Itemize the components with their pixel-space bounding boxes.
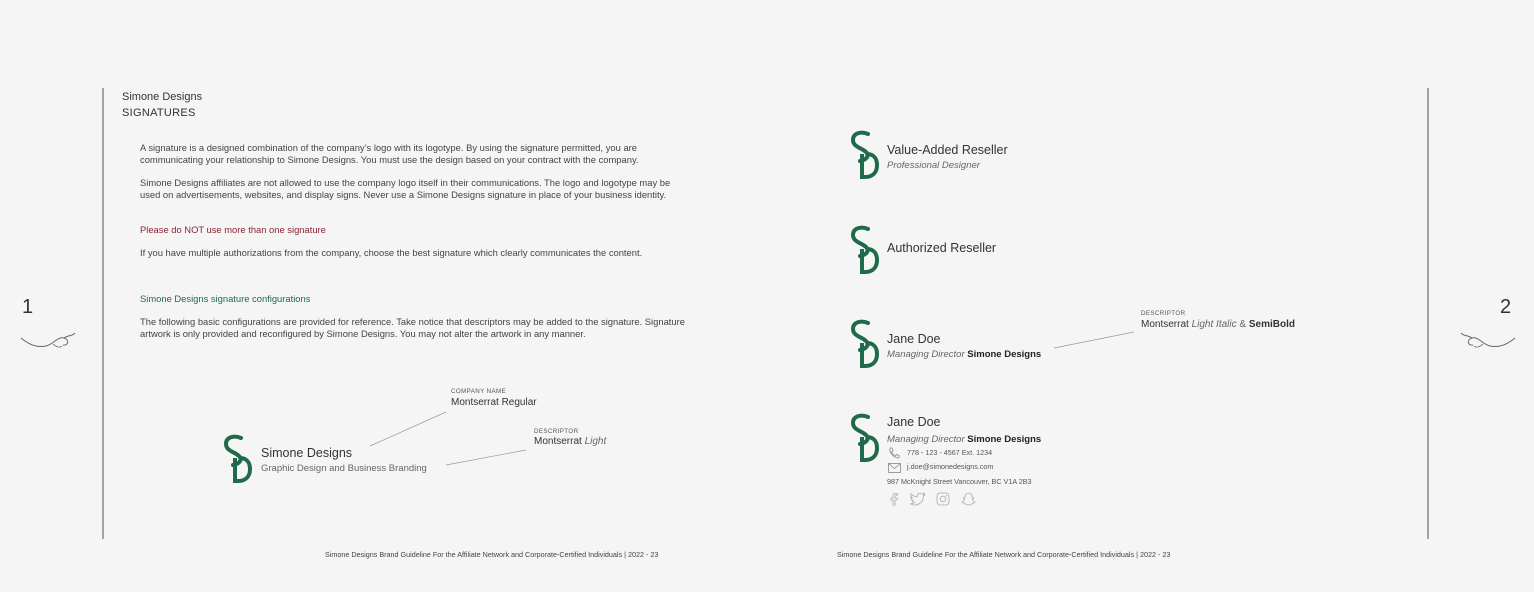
person-name: Jane Doe <box>887 332 941 346</box>
facebook-icon[interactable] <box>888 492 900 506</box>
descriptor-label: DESCRIPTOR <box>534 428 579 435</box>
person-descriptor-label: DESCRIPTOR <box>1141 310 1186 317</box>
sd-logo-icon <box>849 319 879 369</box>
card-name: Jane Doe <box>887 415 941 429</box>
person-company: Simone Designs <box>967 349 1042 360</box>
person-role: Managing Director <box>887 349 965 360</box>
card-email: j.doe@simonedesigns.com <box>907 462 994 471</box>
configurations-heading: Simone Designs signature configurations <box>140 293 311 304</box>
page-number-left: 1 <box>22 296 34 318</box>
twitter-icon[interactable] <box>910 492 926 506</box>
descriptor-font-weight: Light <box>584 436 607 447</box>
header-company-name: Simone Designs <box>122 91 203 103</box>
card-phone: 778 - 123 - 4567 Ext. 1234 <box>907 448 993 457</box>
descriptor-font-family: Montserrat <box>534 436 582 447</box>
person-font-italic: Light Italic <box>1191 319 1237 330</box>
intro-paragraph: A signature is a designed combination of the company’s logo with its logotype. By using the signature permitted, you are communicating your relationship to Simone Designs. You must use the design based on your contract with the company. <box>140 142 639 165</box>
footer-left: Simone Designs Brand Guideline For the Affiliate Network and Corporate-Certified Individuals | 2022 - 23 <box>325 550 659 559</box>
company-name-font: Montserrat Regular <box>451 397 537 408</box>
snapchat-icon[interactable] <box>961 492 976 506</box>
sd-logo-icon <box>222 434 252 484</box>
card-role-line <box>887 434 1041 445</box>
configurations-paragraph: The following basic configurations are provided for reference. Take notice that descriptors may be added to the signature. Signature artwork is only provided and reconfigured by Simone Designs. You may not alter the artwork in any manner. <box>140 316 685 339</box>
card-role: Managing Director <box>887 434 965 445</box>
warning-text: Please do NOT use more than one signature <box>140 224 326 235</box>
example-company-name: Simone Designs <box>261 446 353 460</box>
card-company: Simone Designs <box>967 434 1042 445</box>
descriptor-font <box>534 436 606 447</box>
auth-title: Authorized Reseller <box>887 241 997 255</box>
footer-right: Simone Designs Brand Guideline For the Affiliate Network and Corporate-Certified Individuals | 2022 - 23 <box>837 550 1171 559</box>
affiliates-paragraph: Simone Designs affiliates are not allowed to use the company logo itself in their communications. The logo and logotype may be used on advertisements, websites, and display signs. Never use a Simone Designs signature in place of your business identity. <box>140 177 671 200</box>
person-font-bold: SemiBold <box>1248 319 1295 330</box>
person-role-line <box>887 349 1041 360</box>
person-font-family: Montserrat <box>1141 319 1189 330</box>
phone-icon <box>888 447 900 459</box>
card-address: 987 McKnight Street Vancouver, BC V1A 2B3 <box>887 477 1032 486</box>
multiple-auth-paragraph: If you have multiple authorizations from the company, choose the best signature which clearly communicates the content. <box>140 247 643 258</box>
section-title: SIGNATURES <box>122 107 196 119</box>
page-number-right: 2 <box>1500 296 1512 318</box>
person-font-amp: & <box>1239 319 1247 330</box>
var-subtitle: Professional Designer <box>887 160 980 171</box>
sd-logo-icon <box>849 130 879 180</box>
company-name-label: COMPANY NAME <box>451 388 507 395</box>
example-descriptor: Graphic Design and Business Branding <box>261 463 427 474</box>
email-icon <box>888 463 901 473</box>
sd-logo-icon <box>849 225 879 275</box>
person-descriptor-font <box>1141 319 1295 330</box>
sd-logo-icon <box>849 413 879 463</box>
var-title: Value-Added Reseller <box>887 143 1008 157</box>
instagram-icon[interactable] <box>936 492 950 506</box>
